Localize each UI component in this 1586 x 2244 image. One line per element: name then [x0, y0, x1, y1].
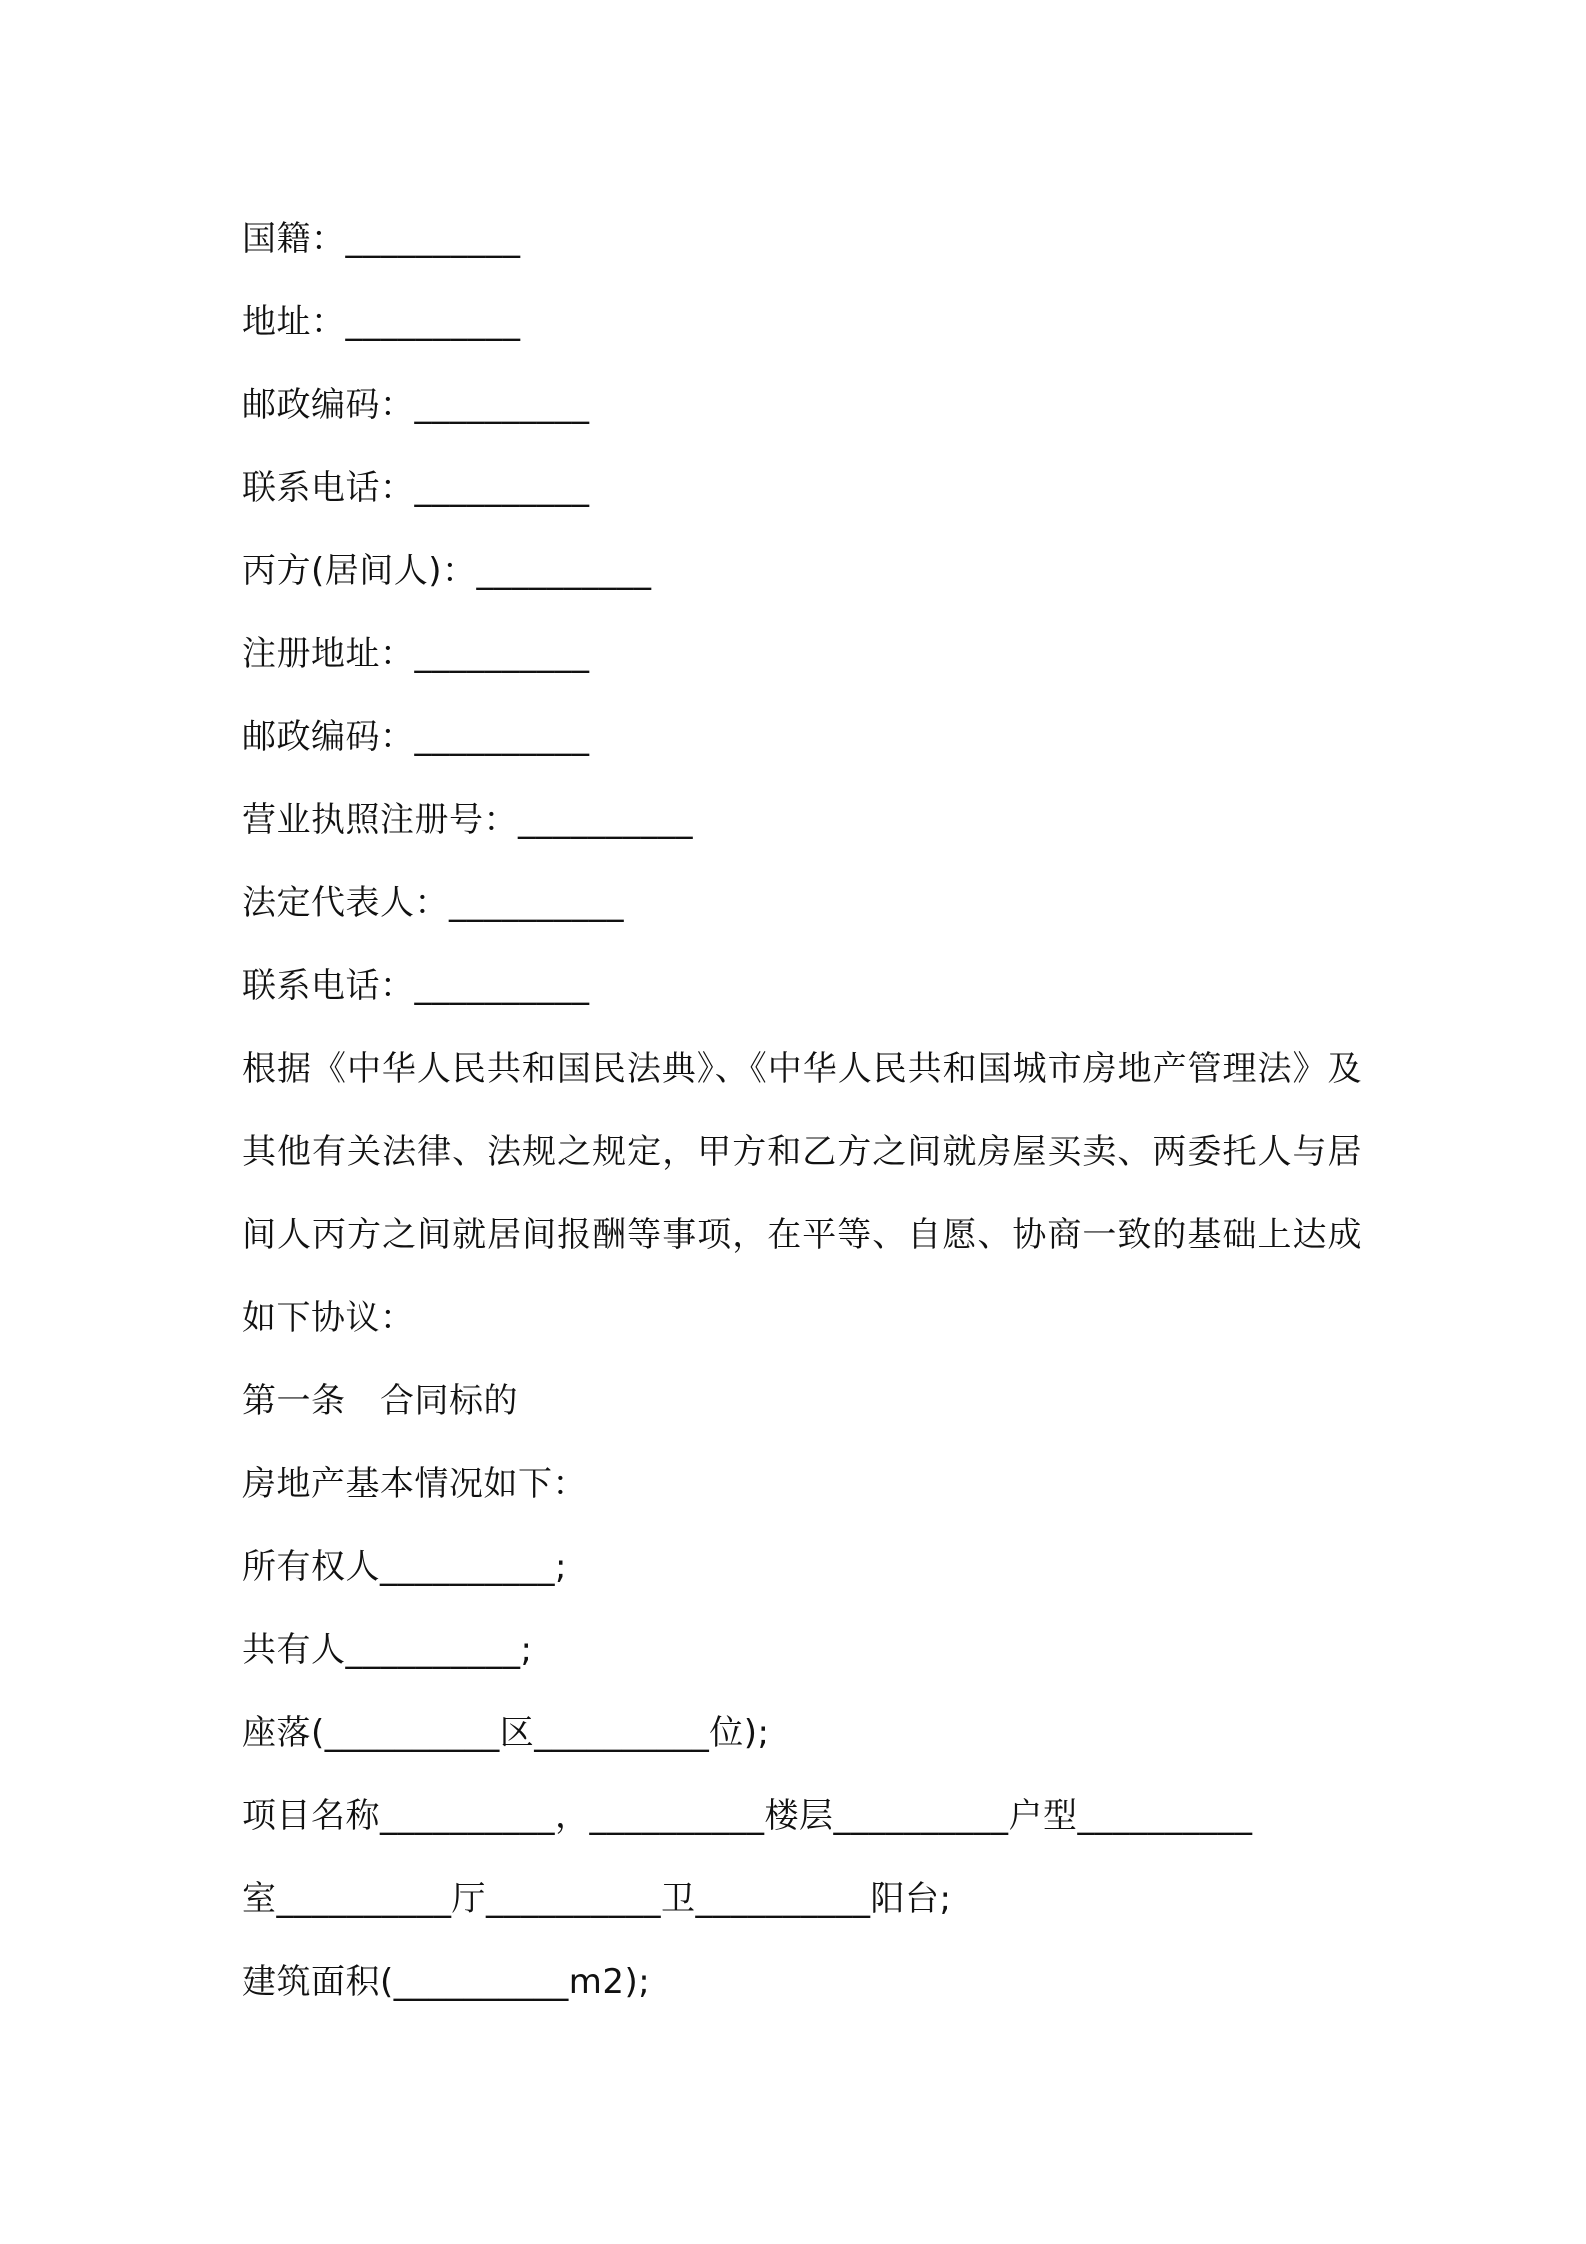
postal-code-field: 邮政编码：__________ — [242, 385, 590, 425]
nationality-field: 国籍：__________ — [242, 219, 521, 259]
party-c-postal-code-field: 邮政编码：__________ — [242, 717, 590, 757]
property-info-heading: 房地产基本情况如下： — [242, 1464, 587, 1504]
party-c-field: 丙方(居间人)：__________ — [242, 551, 652, 591]
legal-representative-field: 法定代表人：__________ — [242, 883, 624, 923]
article-1-title: 第一条 合同标的 — [242, 1381, 518, 1421]
room-layout-field: 室__________厅__________卫__________阳台; — [242, 1879, 952, 1919]
business-license-field: 营业执照注册号：__________ — [242, 800, 693, 840]
party-c-phone-field: 联系电话：__________ — [242, 966, 590, 1006]
document-body — [242, 198, 1362, 2024]
address-field: 地址：__________ — [242, 302, 521, 342]
location-field: 座落(__________区__________位); — [242, 1713, 770, 1753]
preamble-paragraph: 根据《中华人民共和国民法典》、《中华人民共和国城市房地产管理法》及其他有关法律、法规之规定，甲方和乙方之间就房屋买卖、两委托人与居间人丙方之间就居间报酬等事项，在平等、自愿、协商一致的基础上达成如下协议： — [242, 1049, 1362, 1338]
registered-address-field: 注册地址：__________ — [242, 634, 590, 674]
building-area-field: 建筑面积(__________m2); — [242, 1962, 651, 2002]
phone-field: 联系电话：__________ — [242, 468, 590, 508]
co-owner-field: 共有人__________; — [242, 1630, 533, 1670]
owner-field: 所有权人__________; — [242, 1547, 567, 1587]
project-name-field: 项目名称__________，__________楼层__________户型__________ — [242, 1796, 1253, 1836]
